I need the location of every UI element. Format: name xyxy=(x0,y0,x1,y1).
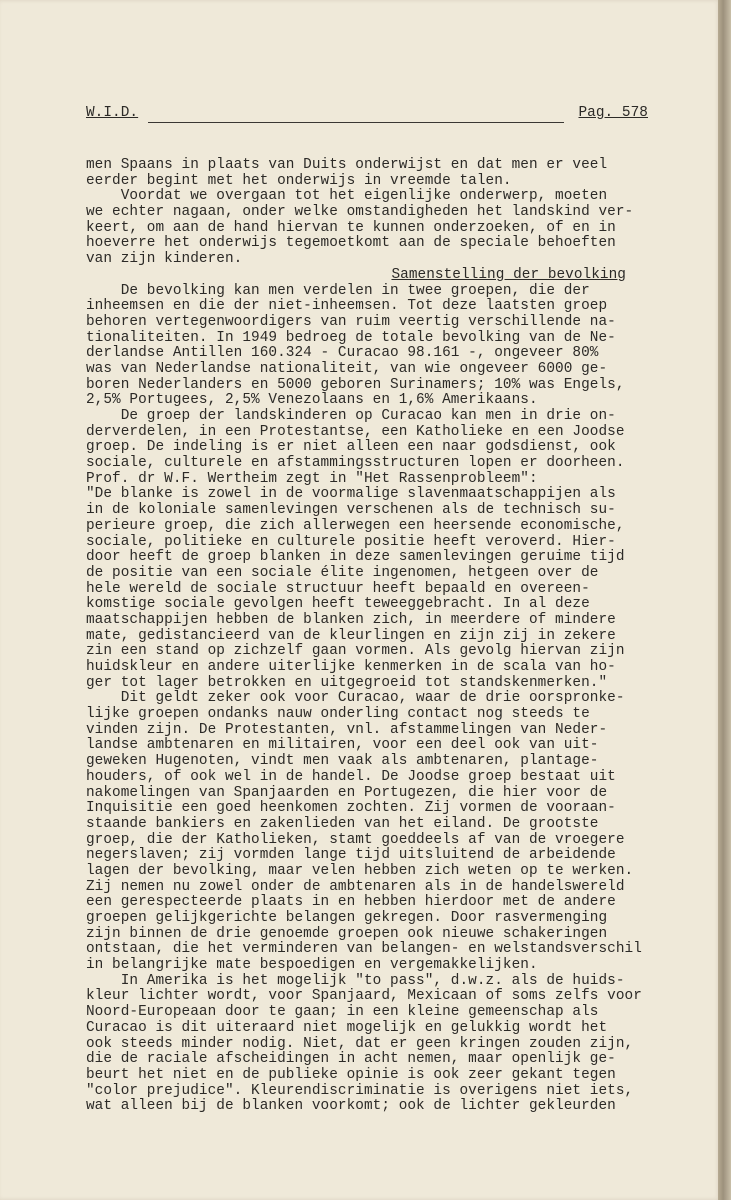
section-heading: Samenstelling der bevolking xyxy=(391,266,626,283)
document-body xyxy=(86,158,671,1115)
text-line: Noord-Europeaan door te gaan; in een kleine gemeenschap als xyxy=(86,1004,599,1021)
text-line: mate, gedistancieerd van de kleurlingen en zijn zij in zekere xyxy=(86,627,616,644)
text-line: "De blanke is zowel in de voormalige slavenmaatschappijen als xyxy=(86,486,616,503)
text-line: zijn binnen de drie genoemde groepen ook nieuwe schakeringen xyxy=(86,925,608,942)
text-line: lijke groepen ondanks nauw onderling contact nog steeds te xyxy=(86,706,590,723)
text-line: kleur lichter wordt, voor Spanjaard, Mexicaan of soms zelfs voor xyxy=(86,988,642,1005)
text-line: door heeft de groep blanken in deze samenlevingen geruime tijd xyxy=(86,549,625,566)
text-line: men Spaans in plaats van Duits onderwijst en dat men er veel xyxy=(86,157,608,173)
text-line: landse ambtenaren en militairen, voor een deel ook van uit- xyxy=(86,737,599,754)
text-line: "color prejudice". Kleurendiscriminatie is overigens niet iets, xyxy=(86,1082,634,1099)
text-line: Prof. dr W.F. Wertheim zegt in "Het Rassenprobleem": xyxy=(86,470,538,487)
text-line: in belangrijke mate bespoedigen en vergemakkelijken. xyxy=(86,957,538,974)
text-line: In Amerika is het mogelijk "to pass", d.w.z. als de huids- xyxy=(86,972,625,989)
text-line: lagen der bevolking, maar velen hebben zich weten op te werken. xyxy=(86,862,634,879)
text-line: De bevolking kan men verdelen in twee groepen, die der xyxy=(86,282,590,299)
text-line: zin een stand op zichzelf gaan vormen. Als gevolg hiervan zijn xyxy=(86,643,625,660)
text-line: nakomelingen van Spanjaarden en Portugezen, die hier voor de xyxy=(86,784,608,801)
text-line: geweken Hugenoten, vindt men vaak als ambtenaren, plantage- xyxy=(86,753,599,770)
text-line: maatschappijen hebben de blanken zich, in meerdere of mindere xyxy=(86,611,616,628)
text-line: we echter nagaan, onder welke omstandigheden het landskind ver- xyxy=(86,204,634,221)
header-rule xyxy=(148,122,564,123)
text-line: sociale, culturele en afstammingsstructuren lopen er doorheen. xyxy=(86,455,625,472)
header-left: W.I.D. xyxy=(86,105,139,121)
text-line: wat alleen bij de blanken voorkomt; ook de lichter gekleurden xyxy=(86,1098,616,1115)
text-line: keert, om aan de hand hiervan te kunnen onderzoeken, of en in xyxy=(86,219,616,236)
text-line: in de koloniale samenlevingen verschenen als de technisch su- xyxy=(86,502,616,519)
text-line: houders, of ook wel in de handel. De Joodse groep bestaat uit xyxy=(86,768,616,785)
text-line: Curacao is dit uiteraard niet mogelijk en gelukkig wordt het xyxy=(86,1019,608,1036)
text-line: was van Nederlandse nationaliteit, van wie ongeveer 6000 ge- xyxy=(86,360,608,377)
text-line: Voordat we overgaan tot het eigenlijke onderwerp, moeten xyxy=(86,188,608,205)
text-line: ook steeds minder nodig. Niet, dat er geen kringen zouden zijn, xyxy=(86,1035,634,1052)
paragraph-intro xyxy=(86,158,671,268)
text-line: 2,5% Portugees, 2,5% Venezolaans en 1,6% Amerikaans. xyxy=(86,392,538,409)
text-line: De groep der landskinderen op Curacao kan men in drie on- xyxy=(86,408,616,424)
text-line: inheemsen en die der niet-inheemsen. Tot deze laatsten groep xyxy=(86,298,608,315)
text-line: ger tot lager betrokken en uitgegroeid tot standskenmerken." xyxy=(86,674,608,691)
text-line: tionaliteiten. In 1949 bedroeg de totale bevolking van de Ne- xyxy=(86,329,616,346)
page-edge xyxy=(718,0,731,1200)
text-line: behoren vertegenwoordigers van ruim veertig verschillende na- xyxy=(86,313,616,330)
text-line: ontstaan, die het verminderen van belangen- en welstandsverschil xyxy=(86,941,642,958)
text-line: derlandse Antillen 160.324 - Curacao 98.161 -, ongeveer 80% xyxy=(86,345,599,362)
text-line: groep. De indeling is er niet alleen een naar godsdienst, ook xyxy=(86,439,616,456)
text-line: eerder begint met het onderwijs in vreemde talen. xyxy=(86,172,512,189)
text-line: sociale, politieke en culturele positie heeft veroverd. Hier- xyxy=(86,533,616,550)
text-line: die de raciale afscheidingen in acht nemen, maar openlijk ge- xyxy=(86,1051,616,1068)
text-line: huidskleur en andere uiterlijke kenmerken in de scala van ho- xyxy=(86,659,616,675)
text-line: vinden zijn. De Protestanten, vnl. afstammelingen van Neder- xyxy=(86,721,608,738)
text-line: perieure groep, die zich allerwegen een heersende economische, xyxy=(86,517,625,534)
text-line: derverdelen, in een Protestantse, een Katholieke en een Joodse xyxy=(86,423,625,440)
text-line: staande bankiers en zakenlieden van het eiland. De grootste xyxy=(86,815,599,832)
text-line: komstige sociale gevolgen heeft teweeggebracht. In al deze xyxy=(86,596,590,613)
text-line: Dit geldt zeker ook voor Curacao, waar de drie oorspronke- xyxy=(86,690,625,707)
text-line: een gerespecteerde plaats in en hebben hierdoor met de andere xyxy=(86,894,616,911)
text-line: boren Nederlanders en 5000 geboren Surinamers; 10% was Engels, xyxy=(86,376,625,393)
text-line: Inquisitie een goed heenkomen zochten. Zij vormen de vooraan- xyxy=(86,800,616,817)
text-line: hoeverre het onderwijs tegemoetkomt aan de speciale behoeften xyxy=(86,235,616,252)
text-line: beurt het niet en de publieke opinie is ook zeer gekant tegen xyxy=(86,1066,616,1083)
text-line: de positie van een sociale élite ingenomen, hetgeen over de xyxy=(86,564,599,581)
text-line: negerslaven; zij vormden lange tijd uitsluitend de arbeidende xyxy=(86,847,616,864)
page-header xyxy=(86,100,648,120)
text-line: Zij nemen nu zowel onder de ambtenaren als in de handelswereld xyxy=(86,878,625,895)
text-line: groep, die der Katholieken, stamt goeddeels af van de vroegere xyxy=(86,831,625,848)
header-page-number: Pag. 578 xyxy=(578,105,648,121)
text-line: van zijn kinderen. xyxy=(86,251,243,268)
text-line: groepen gelijkgerichte belangen gekregen. Door rasvermenging xyxy=(86,910,608,926)
paragraph-main xyxy=(86,284,671,1115)
text-line: hele wereld de sociale structuur heeft bepaald en overeen- xyxy=(86,580,590,597)
